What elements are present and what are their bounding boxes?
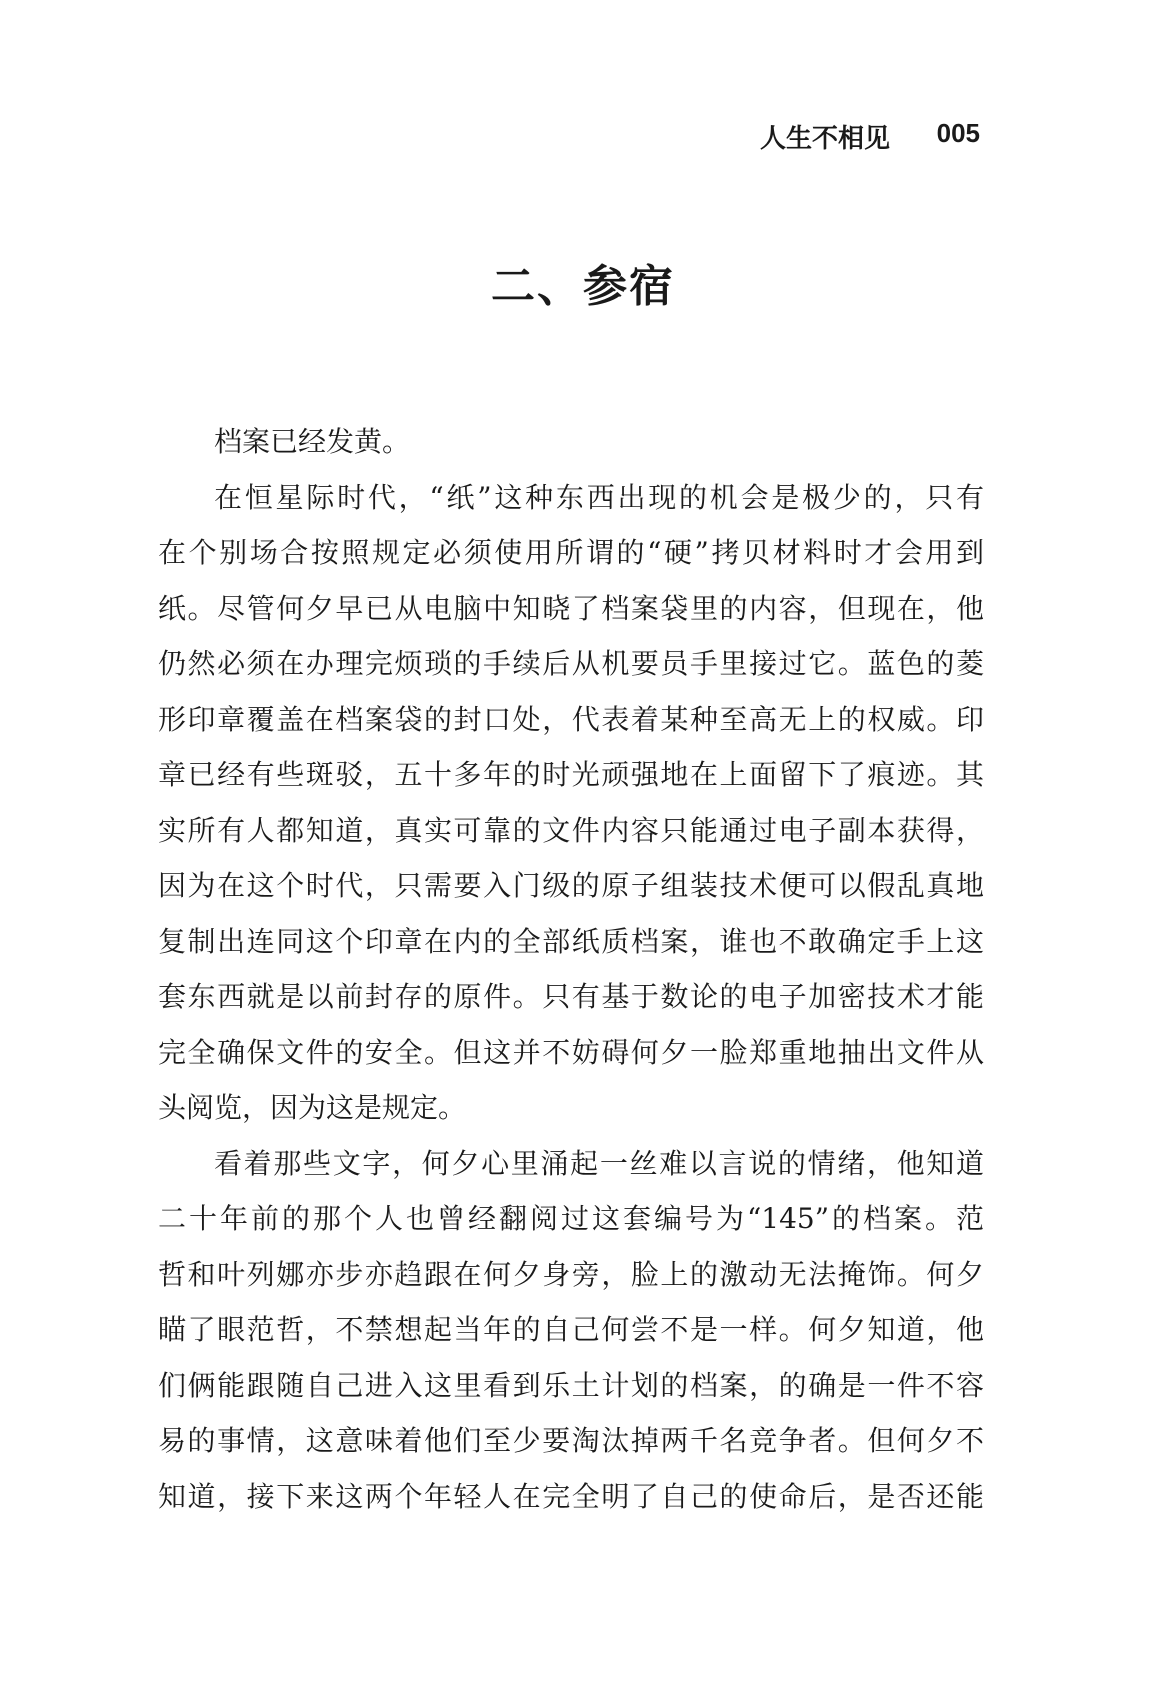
text-line: 看着那些文字，何夕心里涌起一丝难以言说的情绪，他知道: [214, 1146, 984, 1180]
text-line: 因为在这个时代，只需要入门级的原子组装技术便可以假乱真地: [158, 869, 984, 902]
text-line: 仍然必须在办理完烦琐的手续后从机要员手里接过它。蓝色的菱: [158, 647, 984, 680]
text-line: 头阅览，因为这是规定。: [158, 1091, 467, 1124]
body-text: [158, 414, 984, 1524]
text-line: 章已经有些斑驳，五十多年的时光顽强地在上面留下了痕迹。其: [158, 758, 984, 791]
text-line: 纸。尽管何夕早已从电脑中知晓了档案袋里的内容，但现在，他: [158, 591, 984, 625]
running-header-book-title: 人生不相见: [759, 124, 890, 154]
text-line: 二十年前的那个人也曾经翻阅过这套编号为“145”的档案。范: [158, 1202, 984, 1235]
text-line: 档案已经发黄。: [214, 425, 411, 458]
text-line: 复制出连同这个印章在内的全部纸质档案，谁也不敢确定手上这: [158, 924, 984, 958]
chapter-title: 二、参宿: [491, 261, 675, 312]
text-line: 哲和叶列娜亦步亦趋跟在何夕身旁，脸上的激动无法掩饰。何夕: [158, 1257, 984, 1291]
text-line: 易的事情，这意味着他们至少要淘汰掉两千名竞争者。但何夕不: [158, 1424, 984, 1457]
text-line: 们俩能跟随自己进入这里看到乐土计划的档案，的确是一件不容: [158, 1368, 984, 1402]
page-number: 005: [936, 118, 980, 148]
text-line: 在恒星际时代，“纸”这种东西出现的机会是极少的，只有: [214, 480, 984, 514]
running-header: [620, 118, 980, 158]
text-line: 知道，接下来这两个年轻人在完全明了自己的使命后，是否还能: [158, 1479, 984, 1513]
text-line: 套东西就是以前封存的原件。只有基于数论的电子加密技术才能: [158, 980, 984, 1013]
text-line: 形印章覆盖在档案袋的封口处，代表着某种至高无上的权威。印: [158, 702, 984, 736]
text-line: 实所有人都知道，真实可靠的文件内容只能通过电子副本获得，: [158, 813, 984, 847]
text-line: 在个别场合按照规定必须使用所谓的“硬”拷贝材料时才会用到: [158, 536, 984, 569]
text-line: 瞄了眼范哲，不禁想起当年的自己何尝不是一样。何夕知道，他: [158, 1313, 984, 1346]
text-line: 完全确保文件的安全。但这并不妨碍何夕一脸郑重地抽出文件从: [158, 1035, 984, 1069]
